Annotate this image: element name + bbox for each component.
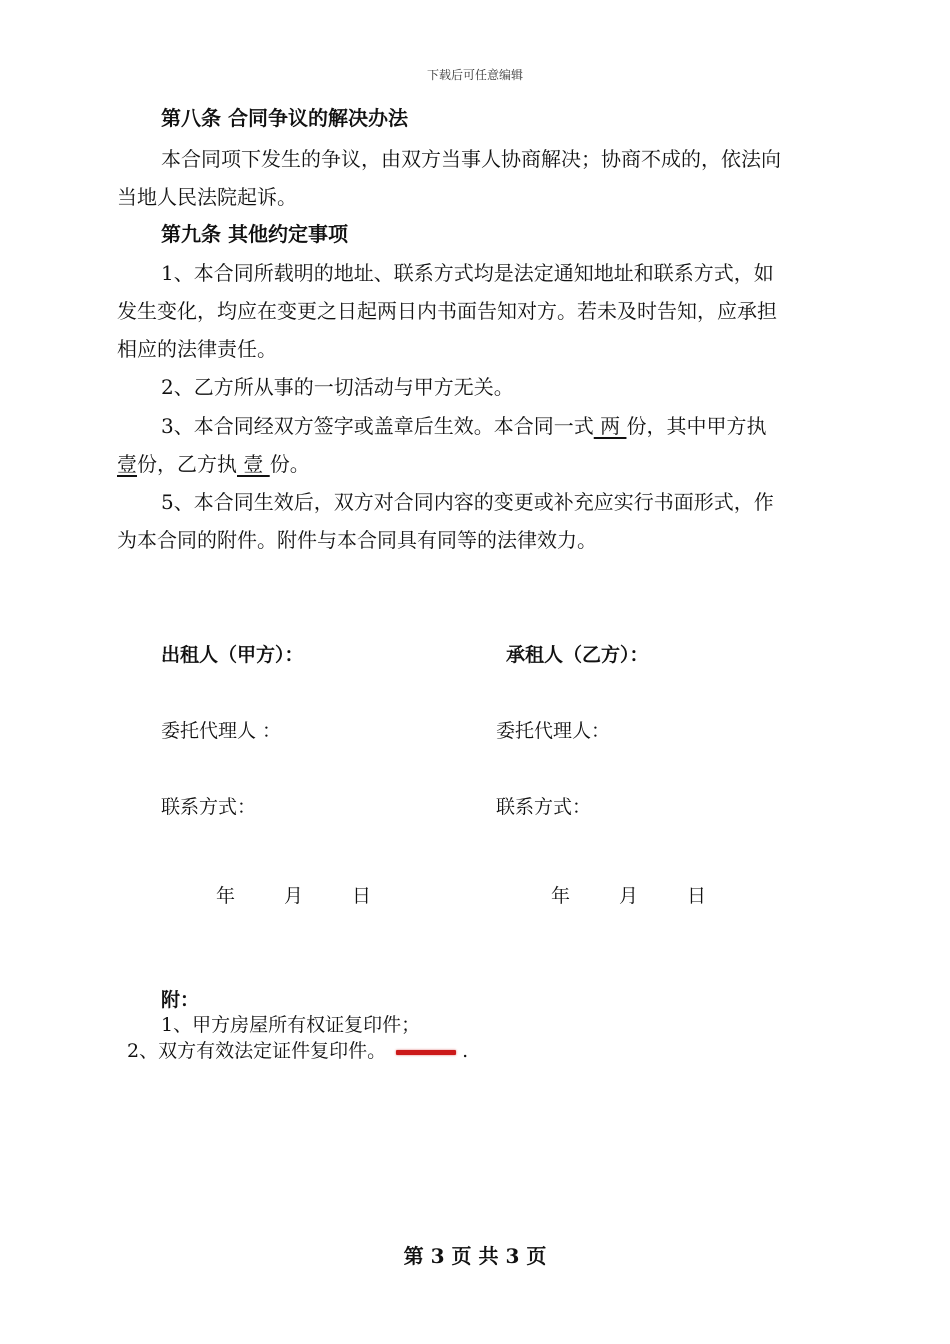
item-3-text-b: 份，其中甲方执 — [626, 414, 767, 438]
lessee-date-year: 年 — [551, 885, 571, 907]
article-9-item-3-line-1 — [161, 410, 766, 439]
attachment-item-2-text: 2、双方有效法定证件复印件。 — [127, 1040, 387, 1062]
lessee-date-month: 月 — [619, 885, 639, 907]
attachment-item-1: 1、甲方房屋所有权证复印件； — [161, 1014, 421, 1036]
article-8-line-1: 本合同项下发生的争议，由双方当事人协商解决；协商不成的，依法向 — [161, 147, 781, 171]
attachment-item-2 — [127, 1036, 468, 1063]
lessee-contact-label: 联系方式： — [496, 796, 592, 818]
lessor-date-day: 日 — [352, 885, 372, 907]
page-number-footer: 第 3 页 共 3 页 — [403, 1244, 547, 1268]
attachment-trailing-dot: . — [462, 1040, 469, 1062]
article-9-item-3-line-2 — [117, 448, 310, 477]
item-3-copies-count: 两 — [593, 414, 627, 438]
article-9-item-1-line-1: 1、本合同所载明的地址、联系方式均是法定通知地址和联系方式，如 — [161, 261, 774, 285]
lessor-contact-label: 联系方式： — [161, 796, 257, 818]
lessee-label: 承租人（乙方）： — [506, 644, 649, 666]
item-3-party-b-count: 壹 — [237, 452, 270, 476]
lessor-agent-label: 委托代理人 ： — [161, 720, 282, 742]
page-header-note: 下载后可任意编辑 — [426, 68, 523, 82]
attachments-title: 附： — [161, 989, 200, 1011]
article-9-title: 第九条 其他约定事项 — [161, 222, 348, 246]
article-9-item-2: 2、乙方所从事的一切活动与甲方无关。 — [161, 375, 514, 399]
red-redaction-mark — [396, 1050, 456, 1055]
article-9-item-1-line-2: 发生变化，均应在变更之日起两日内书面告知对方。若未及时告知，应承担 — [117, 299, 777, 323]
lessee-date-day: 日 — [687, 885, 707, 907]
item-3-party-a-count: 壹 — [117, 452, 137, 476]
item-3-text-d: 份。 — [269, 452, 310, 476]
lessor-date-year: 年 — [216, 885, 236, 907]
article-8-title: 第八条 合同争议的解决办法 — [161, 106, 408, 130]
lessor-label: 出租人（甲方）： — [161, 644, 304, 666]
article-9-item-1-line-3: 相应的法律责任。 — [117, 337, 277, 361]
article-8-line-2: 当地人民法院起诉。 — [117, 185, 297, 209]
article-9-item-5-line-1: 5、本合同生效后，双方对合同内容的变更或补充应实行书面形式，作 — [161, 490, 774, 514]
article-9-item-5-line-2: 为本合同的附件。附件与本合同具有同等的法律效力。 — [117, 528, 597, 552]
item-3-text-c: 份，乙方执 — [137, 452, 237, 476]
lessee-agent-label: 委托代理人： — [496, 720, 611, 742]
item-3-text-a: 3、本合同经双方签字或盖章后生效。本合同一式 — [161, 414, 594, 438]
lessor-date-month: 月 — [284, 885, 304, 907]
